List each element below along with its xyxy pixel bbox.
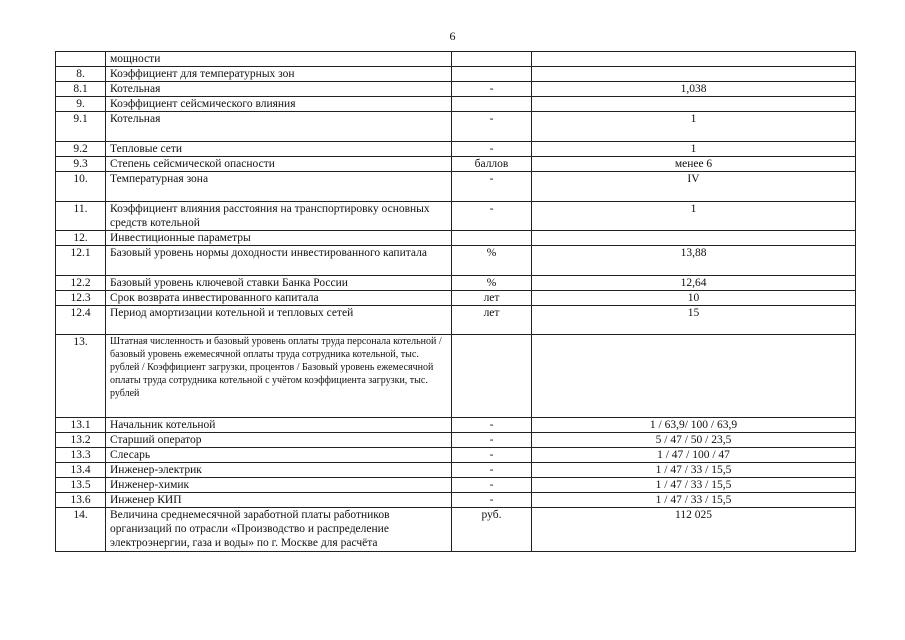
row-number-cell: 9. [56, 97, 106, 112]
row-description-cell: Период амортизации котельной и тепловых сетей [106, 306, 452, 335]
row-value-cell: 1 [532, 112, 856, 142]
row-value-cell: 1 / 47 / 33 / 15,5 [532, 478, 856, 493]
row-unit-cell: баллов [452, 157, 532, 172]
row-number-cell: 9.1 [56, 112, 106, 142]
row-number-cell: 14. [56, 508, 106, 552]
parameters-table-body [56, 52, 856, 552]
row-value-cell: менее 6 [532, 157, 856, 172]
row-description-cell: Инженер КИП [106, 493, 452, 508]
row-description-cell: Базовый уровень ключевой ставки Банка России [106, 276, 452, 291]
table-row [56, 448, 856, 463]
row-value-cell: 13,88 [532, 246, 856, 276]
row-number-cell: 13.3 [56, 448, 106, 463]
table-row [56, 508, 856, 552]
table-row [56, 291, 856, 306]
table-row [56, 82, 856, 97]
row-unit-cell: - [452, 418, 532, 433]
row-description-cell: Базовый уровень нормы доходности инвестированного капитала [106, 246, 452, 276]
row-unit-cell [452, 97, 532, 112]
row-unit-cell: - [452, 82, 532, 97]
table-row [56, 172, 856, 202]
row-unit-cell: - [452, 478, 532, 493]
table-row [56, 142, 856, 157]
row-unit-cell: % [452, 276, 532, 291]
row-number-cell: 12.2 [56, 276, 106, 291]
row-description-cell: Температурная зона [106, 172, 452, 202]
row-value-cell: 1 / 63,9/ 100 / 63,9 [532, 418, 856, 433]
row-number-cell: 13.2 [56, 433, 106, 448]
parameters-table [55, 51, 856, 552]
row-unit-cell [452, 335, 532, 418]
row-value-cell: 1 [532, 202, 856, 231]
table-row [56, 52, 856, 67]
row-unit-cell: лет [452, 306, 532, 335]
row-description-cell: Инженер-электрик [106, 463, 452, 478]
table-row [56, 335, 856, 418]
row-number-cell: 13. [56, 335, 106, 418]
table-row [56, 231, 856, 246]
table-row [56, 67, 856, 82]
row-description-cell: Инженер-химик [106, 478, 452, 493]
table-row [56, 478, 856, 493]
row-value-cell: 10 [532, 291, 856, 306]
row-unit-cell: % [452, 246, 532, 276]
table-row [56, 157, 856, 172]
row-value-cell [532, 97, 856, 112]
row-unit-cell: лет [452, 291, 532, 306]
row-number-cell: 12. [56, 231, 106, 246]
row-description-cell: Величина среднемесячной заработной платы работников организаций по отрасли «Производство и распределение электроэнергии, газа и воды» по г. Москве для расчёта [106, 508, 452, 552]
row-unit-cell: руб. [452, 508, 532, 552]
row-description-cell: Тепловые сети [106, 142, 452, 157]
row-unit-cell: - [452, 202, 532, 231]
row-value-cell: 1,038 [532, 82, 856, 97]
row-unit-cell: - [452, 142, 532, 157]
row-unit-cell: - [452, 172, 532, 202]
row-unit-cell: - [452, 433, 532, 448]
row-value-cell: 12,64 [532, 276, 856, 291]
table-row [56, 306, 856, 335]
row-description-cell: Штатная численность и базовый уровень оплаты труда персонала котельной / базовый уровень ежемесячной оплаты труда сотрудника котельной, тыс. рублей / Коэффициент загрузки, процентов / Базовый уровень ежемесячной оплаты труда сотрудника котельной с учётом коэффициента загрузки, тыс. рублей [106, 335, 452, 418]
row-description-cell: Коэффициент влияния расстояния на транспортировку основных средств котельной [106, 202, 452, 231]
row-unit-cell [452, 231, 532, 246]
row-number-cell: 9.2 [56, 142, 106, 157]
row-value-cell: 1 [532, 142, 856, 157]
row-description-cell: Котельная [106, 82, 452, 97]
table-row [56, 202, 856, 231]
row-unit-cell [452, 67, 532, 82]
row-number-cell: 10. [56, 172, 106, 202]
row-value-cell [532, 67, 856, 82]
row-unit-cell: - [452, 448, 532, 463]
table-row [56, 463, 856, 478]
row-number-cell: 13.6 [56, 493, 106, 508]
row-number-cell: 12.3 [56, 291, 106, 306]
row-number-cell: 8. [56, 67, 106, 82]
row-description-cell: Слесарь [106, 448, 452, 463]
row-description-cell: Начальник котельной [106, 418, 452, 433]
row-value-cell: 1 / 47 / 100 / 47 [532, 448, 856, 463]
table-row [56, 418, 856, 433]
row-description-cell: Котельная [106, 112, 452, 142]
row-unit-cell [452, 52, 532, 67]
row-number-cell: 12.4 [56, 306, 106, 335]
table-row [56, 112, 856, 142]
row-description-cell: Срок возврата инвестированного капитала [106, 291, 452, 306]
row-description-cell: Инвестиционные параметры [106, 231, 452, 246]
row-value-cell: IV [532, 172, 856, 202]
row-number-cell: 13.4 [56, 463, 106, 478]
row-number-cell: 12.1 [56, 246, 106, 276]
table-row [56, 276, 856, 291]
row-value-cell [532, 231, 856, 246]
row-number-cell: 13.1 [56, 418, 106, 433]
row-description-cell: мощности [106, 52, 452, 67]
row-value-cell: 5 / 47 / 50 / 23,5 [532, 433, 856, 448]
row-description-cell: Старший оператор [106, 433, 452, 448]
row-value-cell: 15 [532, 306, 856, 335]
page-number: 6 [449, 29, 456, 43]
row-number-cell [56, 52, 106, 67]
table-row [56, 493, 856, 508]
row-description-cell: Коэффициент для температурных зон [106, 67, 452, 82]
row-number-cell: 9.3 [56, 157, 106, 172]
row-value-cell [532, 335, 856, 418]
row-number-cell: 8.1 [56, 82, 106, 97]
table-row [56, 97, 856, 112]
row-unit-cell: - [452, 463, 532, 478]
row-description-cell: Степень сейсмической опасности [106, 157, 452, 172]
row-value-cell: 112 025 [532, 508, 856, 552]
row-unit-cell: - [452, 493, 532, 508]
row-unit-cell: - [452, 112, 532, 142]
row-value-cell: 1 / 47 / 33 / 15,5 [532, 493, 856, 508]
row-value-cell: 1 / 47 / 33 / 15,5 [532, 463, 856, 478]
row-number-cell: 13.5 [56, 478, 106, 493]
row-number-cell: 11. [56, 202, 106, 231]
table-row [56, 433, 856, 448]
row-value-cell [532, 52, 856, 67]
row-description-cell: Коэффициент сейсмического влияния [106, 97, 452, 112]
table-row [56, 246, 856, 276]
